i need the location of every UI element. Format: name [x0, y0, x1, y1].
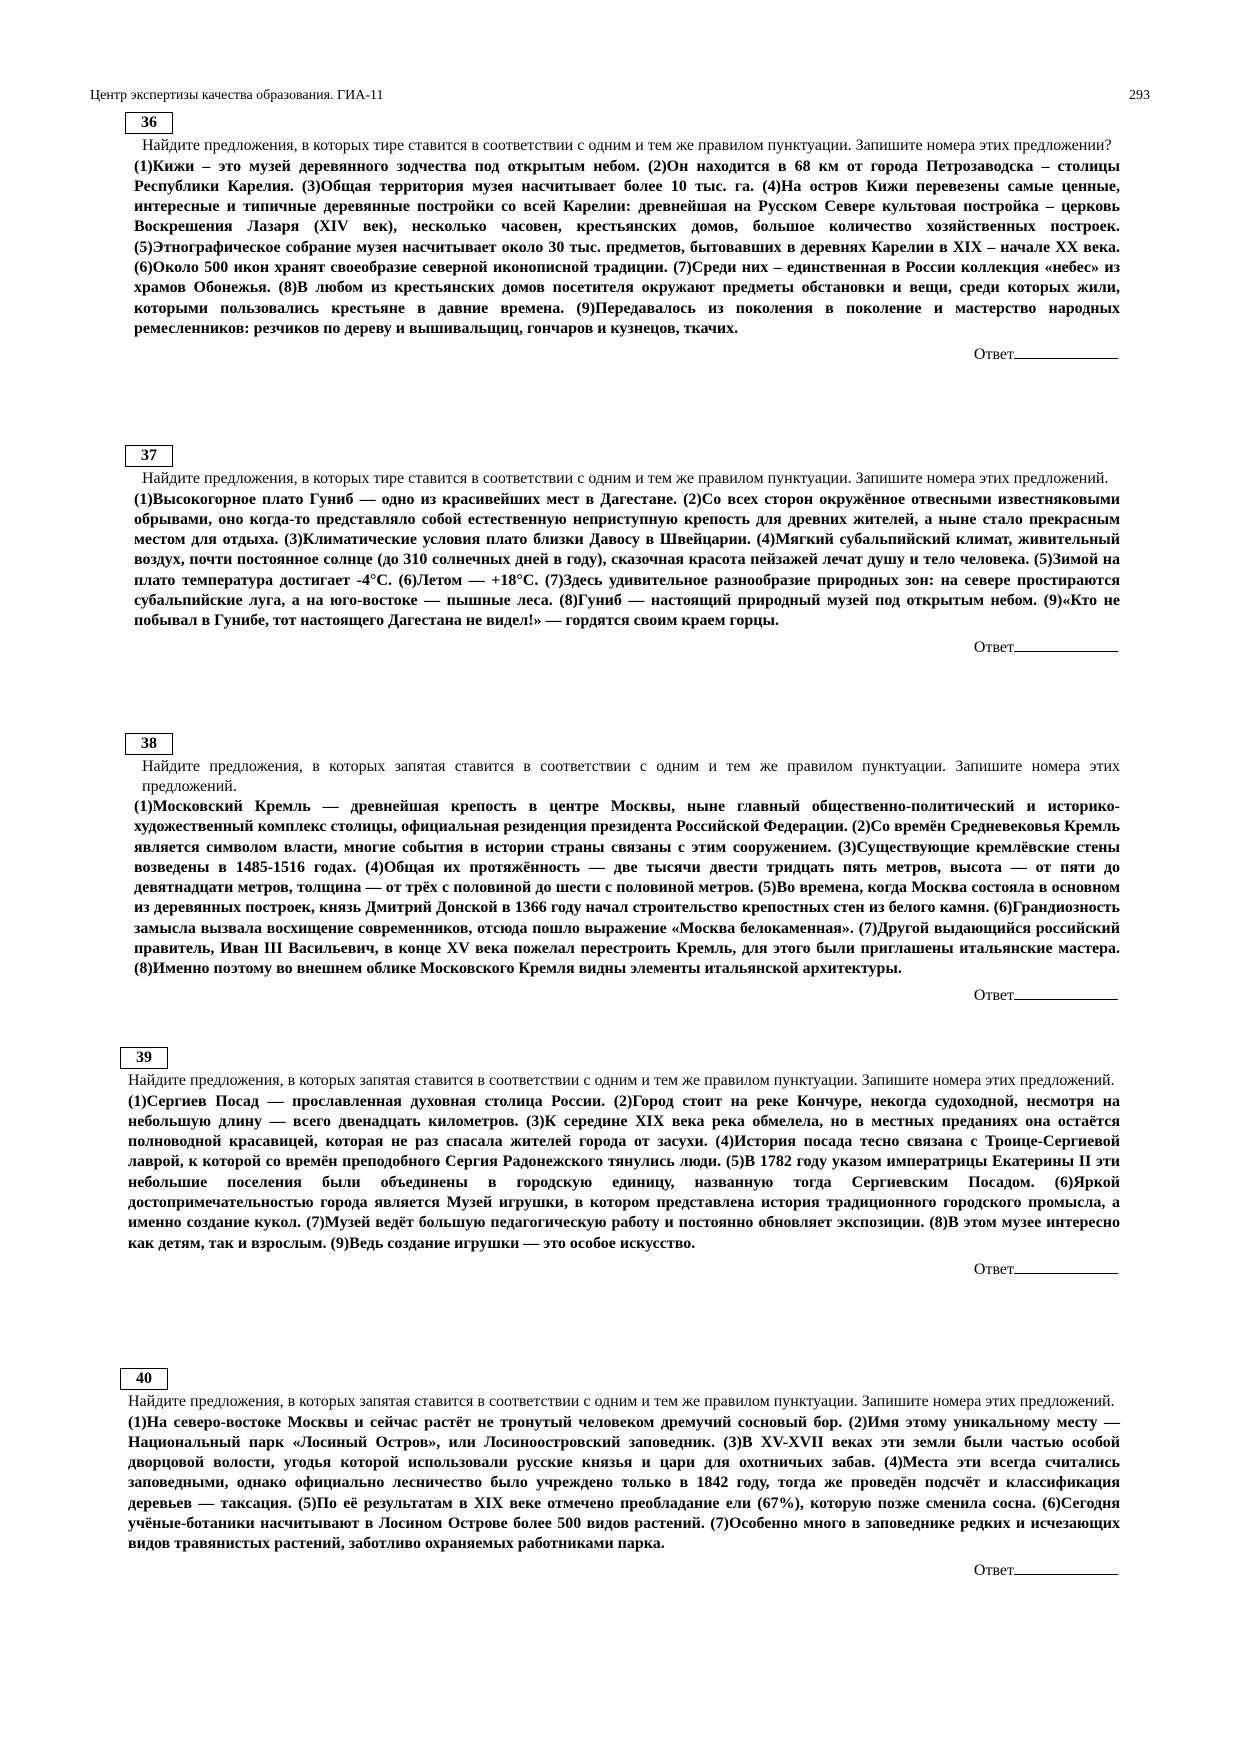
task-39	[120, 1047, 1120, 1279]
task-instruction: Найдите предложения, в которых тире ставится в соответствии с одним и тем же правилом пунктуации. Запишите номера этих предложений.	[142, 470, 1109, 487]
task-number: 40	[120, 1368, 168, 1390]
answer-label: Ответ	[973, 986, 1014, 1004]
page-number: 293	[1129, 88, 1150, 103]
answer-line[interactable]	[1014, 342, 1118, 359]
answer-field[interactable]	[122, 983, 1120, 1005]
task-number: 38	[125, 733, 173, 755]
header-title: Центр экспертизы качества образования. ГИА-11	[90, 88, 384, 103]
answer-field[interactable]	[120, 1558, 1120, 1580]
task-40	[120, 1368, 1120, 1580]
task-text: (1)Высокогорное плато Гуниб — одно из красивейших мест в Дагестане. (2)Со всех сторон окружённое отвесными известняковыми обрывами, оно когда-то представляло собой естественную неприступную крепость для древних жителей, а ныне стало прекрасным местом для отдыха. (3)Климатические условия плато близки Давосу в Швейцарии. (4)Мягкий субальпийский климат, живительный воздух, почти постоянное солнце (до 310 солнечных дней в году), сказочная красота пейзажей лечат душу и тело человека. (5)Зимой на плато температура достигает -4°С. (6)Летом — +18°С. (7)Здесь удивительное разнообразие природных зон: на севере простираются субальпийские луга, а на юго-востоке — пышные леса. (8)Гуниб — настоящий природный музей под открытым небом. (9)«Кто не побывал в Гунибе, тот настоящего Дагестана не видел!» — гордятся своим краем горцы.	[134, 490, 1120, 630]
task-number: 37	[125, 445, 173, 467]
page-header	[90, 88, 1150, 108]
answer-label: Ответ	[973, 346, 1014, 364]
task-instruction: Найдите предложения, в которых тире ставится в соответствии с одним и тем же правилом пунктуации. Запишите номера этих предложении?	[142, 137, 1112, 154]
answer-line[interactable]	[1014, 1558, 1118, 1575]
answer-field[interactable]	[122, 635, 1120, 657]
answer-field[interactable]	[120, 1257, 1120, 1279]
answer-label: Ответ	[973, 1561, 1014, 1579]
task-text: (1)Сергиев Посад — прославленная духовная столица России. (2)Город стоит на реке Кончуре, некогда судоходной, несмотря на небольшую длину — всего двенадцать километров. (3)К середине XIX века река обмелела, но в местных преданиях она остаётся полноводной красавицей, которая не раз спасала жителей города от засухи. (4)История посада тесно связана с Троице-Сергиевой лаврой, к которой со времён преподобного Сергия Радонежского тянулись люди. (5)В 1782 году указом императрицы Екатерины II эти небольшие поселения были объединены в городскую единицу, названную тогда Сергиевским Посадом. (6)Яркой достопримечательностью города является Музей игрушки, в котором представлена история традиционного городского промысла, а именно создание кукол. (7)Музей ведёт большую педагогическую работу и постоянно обновляет экспозиции. (8)В этом музее интересно как детям, так и взрослым. (9)Ведь создание игрушки — это особое искусство.	[128, 1092, 1120, 1252]
task-text: (1)На северо-востоке Москвы и сейчас растёт не тронутый человеком дремучий сосновый бор. (2)Имя этому уникальному месту — Национальный парк «Лосиный Остров», или Лосиноостровский заповедник. (3)В XV-XVII веках эти земли были частью особой дворцовой волости, угодья которой использовали русские князья и цари для охотничьих забав. (4)Места эти всегда считались заповедными, однако официально лесничество было учреждено только в 1842 году, тогда же проведён подсчёт и классификация деревьев — таксация. (5)По её результатам в XIX веке отмечено преобладание ели (67%), которую позже сменила сосна. (6)Сегодня учёные-ботаники насчитывают в Лосином Острове более 500 видов растений. (7)Особенно много в заповеднике редких и исчезающих видов травянистых растений, заботливо охраняемых работниками парка.	[128, 1413, 1120, 1553]
task-number: 39	[120, 1047, 168, 1069]
task-text: (1)Кижи – это музей деревянного зодчества под открытым небом. (2)Он находится в 68 км от города Петрозаводска – столицы Республики Карелия. (3)Общая территория музея насчитывает более 10 тыс. га. (4)На остров Кижи перевезены самые ценные, интересные и типичные деревянные постройки со всей Карелии: древнейшая на Русском Севере культовая постройка – церковь Воскрешения Лазаря (XIV век), несколько часовен, крестьянских домов, большое количество хозяйственных построек. (5)Этнографическое собрание музея насчитывает около 30 тыс. предметов, бытовавших в деревнях Карелии в XIX – начале XX века. (6)Около 500 икон хранят своеобразие северной иконописной традиции. (7)Среди них – единственная в России коллекция «небес» из храмов Обонежья. (8)В любом из крестьянских домов посетителя окружают предметы обстановки и вещи, среди которых жили, которыми пользовались крестьяне в давние времена. (9)Передавалось из поколения в поколение и мастерство народных ремесленников: резчиков по дереву и вышивальщиц, гончаров и кузнецов, ткачих.	[134, 157, 1120, 337]
answer-line[interactable]	[1014, 1257, 1118, 1274]
task-instruction: Найдите предложения, в которых запятая ставится в соответствии с одним и тем же правилом пунктуации. Запишите номера этих предложений.	[142, 758, 1120, 795]
answer-field[interactable]	[122, 342, 1120, 364]
task-38	[122, 733, 1120, 1005]
task-text: (1)Московский Кремль — древнейшая крепость в центре Москвы, ныне главный общественно-политический и историко-художественный комплекс столицы, официальная резиденция президента Российской Федерации. (2)Со времён Средневековья Кремль является символом власти, многие события в истории страны связаны с этим сооружением. (3)Существующие кремлёвские стены возведены в 1485-1516 годах. (4)Общая их протяжённость — две тысячи двести тридцать пять метров, высота — от пяти до девятнадцати метров, толщина — от трёх с половиной до шести с половиной метров. (5)Во времена, когда Москва состояла в основном из деревянных построек, князь Дмитрий Донской в 1366 году начал строительство крепостных стен из белого камня. (6)Грандиозность замысла вызвала восхищение современников, отсюда пошло выражение «Москва белокаменная». (7)Другой выдающийся российский правитель, Иван III Васильевич, в конце XV века пожелал перестроить Кремль, для этого были приглашены итальянские мастера. (8)Именно поэтому во внешнем облике Московского Кремля видны элементы итальянской архитектуры.	[134, 798, 1120, 978]
task-number: 36	[125, 112, 173, 134]
task-instruction: Найдите предложения, в которых запятая ставится в соответствии с одним и тем же правилом пунктуации. Запишите номера этих предложений.	[128, 1393, 1115, 1410]
answer-line[interactable]	[1014, 635, 1118, 652]
task-instruction: Найдите предложения, в которых запятая ставится в соответствии с одним и тем же правилом пунктуации. Запишите номера этих предложений.	[128, 1072, 1115, 1089]
answer-line[interactable]	[1014, 983, 1118, 1000]
answer-label: Ответ	[973, 638, 1014, 656]
task-37	[122, 445, 1120, 657]
task-36	[122, 112, 1120, 364]
answer-label: Ответ	[973, 1260, 1014, 1278]
